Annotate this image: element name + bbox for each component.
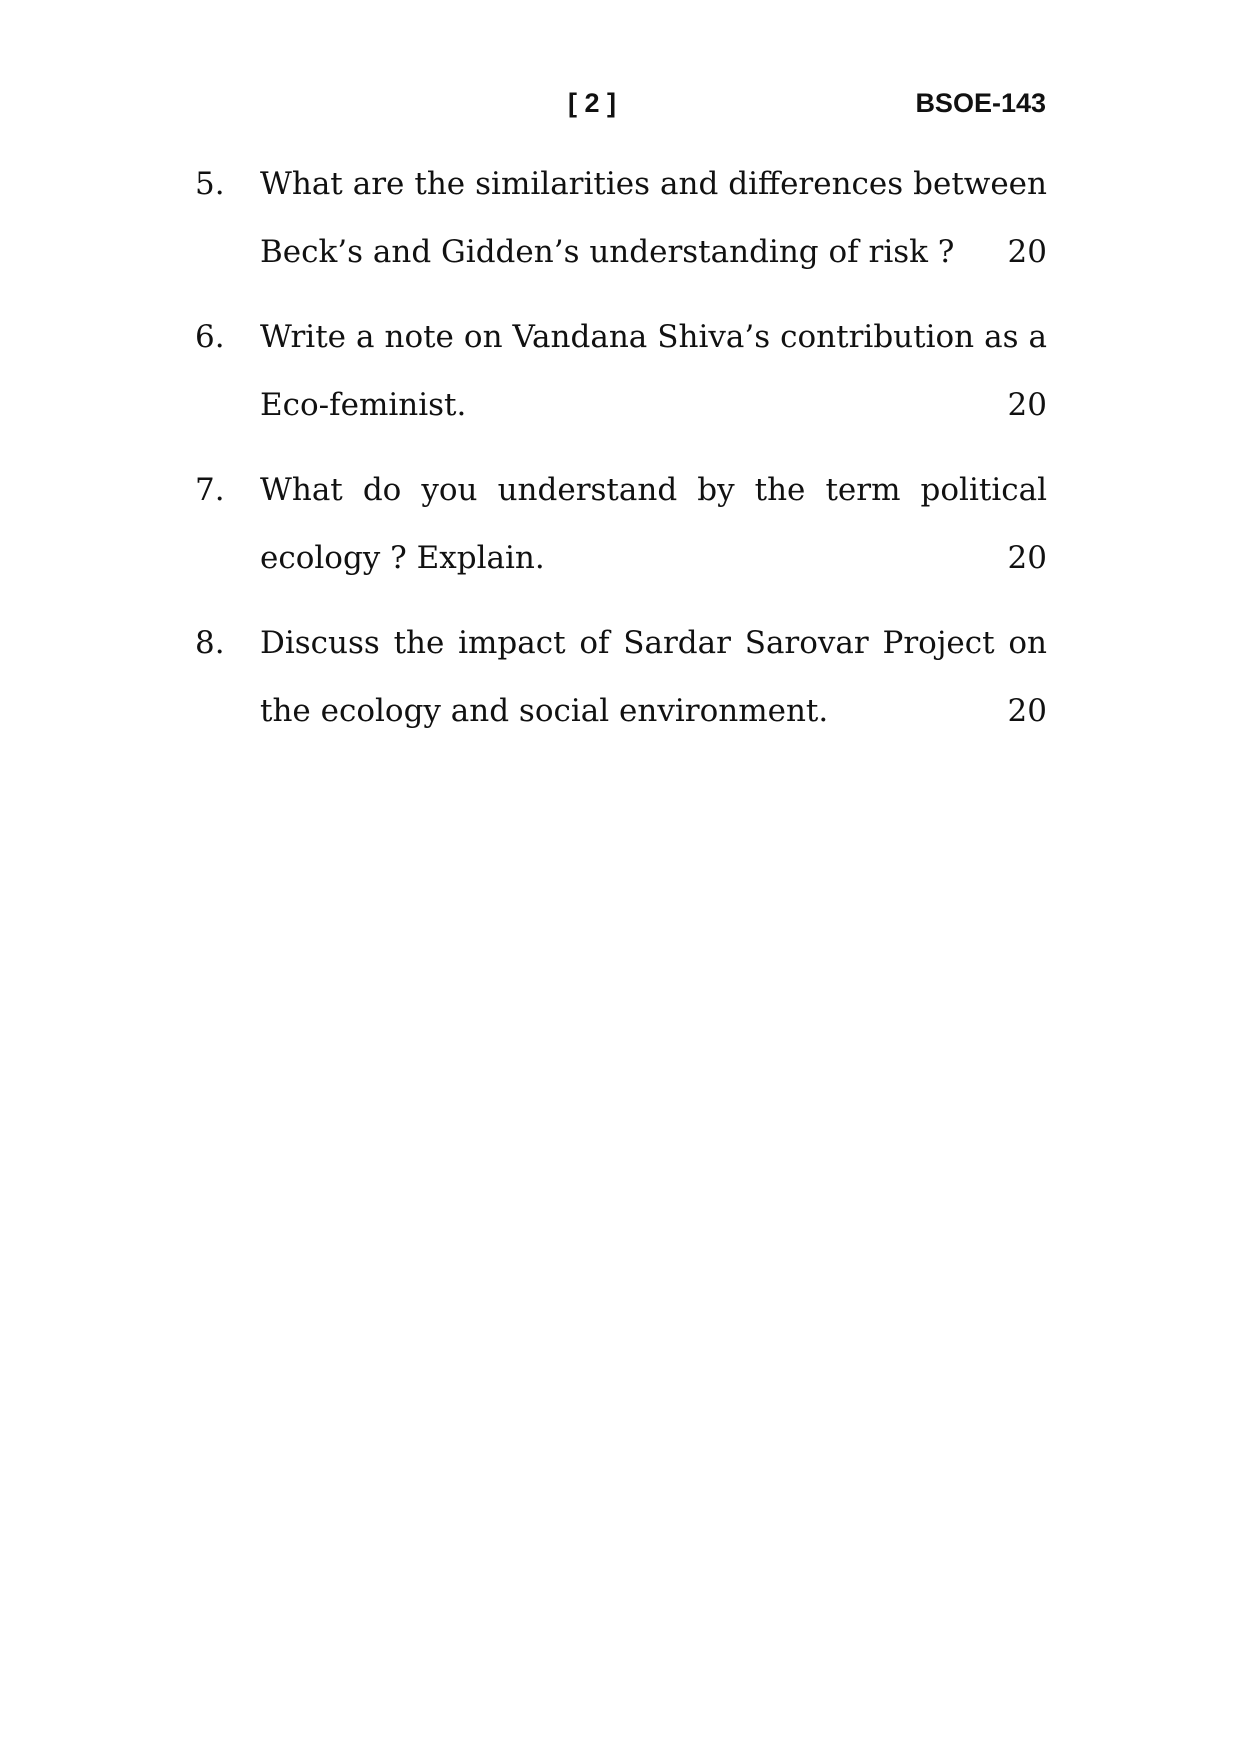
question-8 (195, 609, 1047, 745)
question-text: What are the similarities and differences between Beck’s and Gidden’s understanding of risk ? (260, 166, 1047, 270)
question-5 (195, 150, 1047, 286)
question-marks: 20 (1007, 693, 1047, 729)
question-list (195, 150, 1047, 762)
question-text: What do you understand by the term political ecology ? Explain. (260, 472, 1047, 576)
question-marks: 20 (1007, 540, 1047, 576)
question-number: 8. (195, 625, 225, 661)
page-number: [ 2 ] (568, 88, 617, 118)
question-7 (195, 456, 1047, 592)
question-number: 7. (195, 472, 225, 508)
question-marks: 20 (1007, 234, 1047, 270)
page-header (0, 88, 1241, 128)
question-6 (195, 303, 1047, 439)
question-text: Write a note on Vandana Shiva’s contribution as a Eco-feminist. (260, 319, 1047, 423)
question-number: 6. (195, 319, 225, 355)
question-text: Discuss the impact of Sardar Sarovar Project on the ecology and social environment. (260, 625, 1047, 729)
question-number: 5. (195, 166, 225, 202)
paper-code: BSOE-143 (915, 88, 1046, 118)
question-marks: 20 (1007, 387, 1047, 423)
